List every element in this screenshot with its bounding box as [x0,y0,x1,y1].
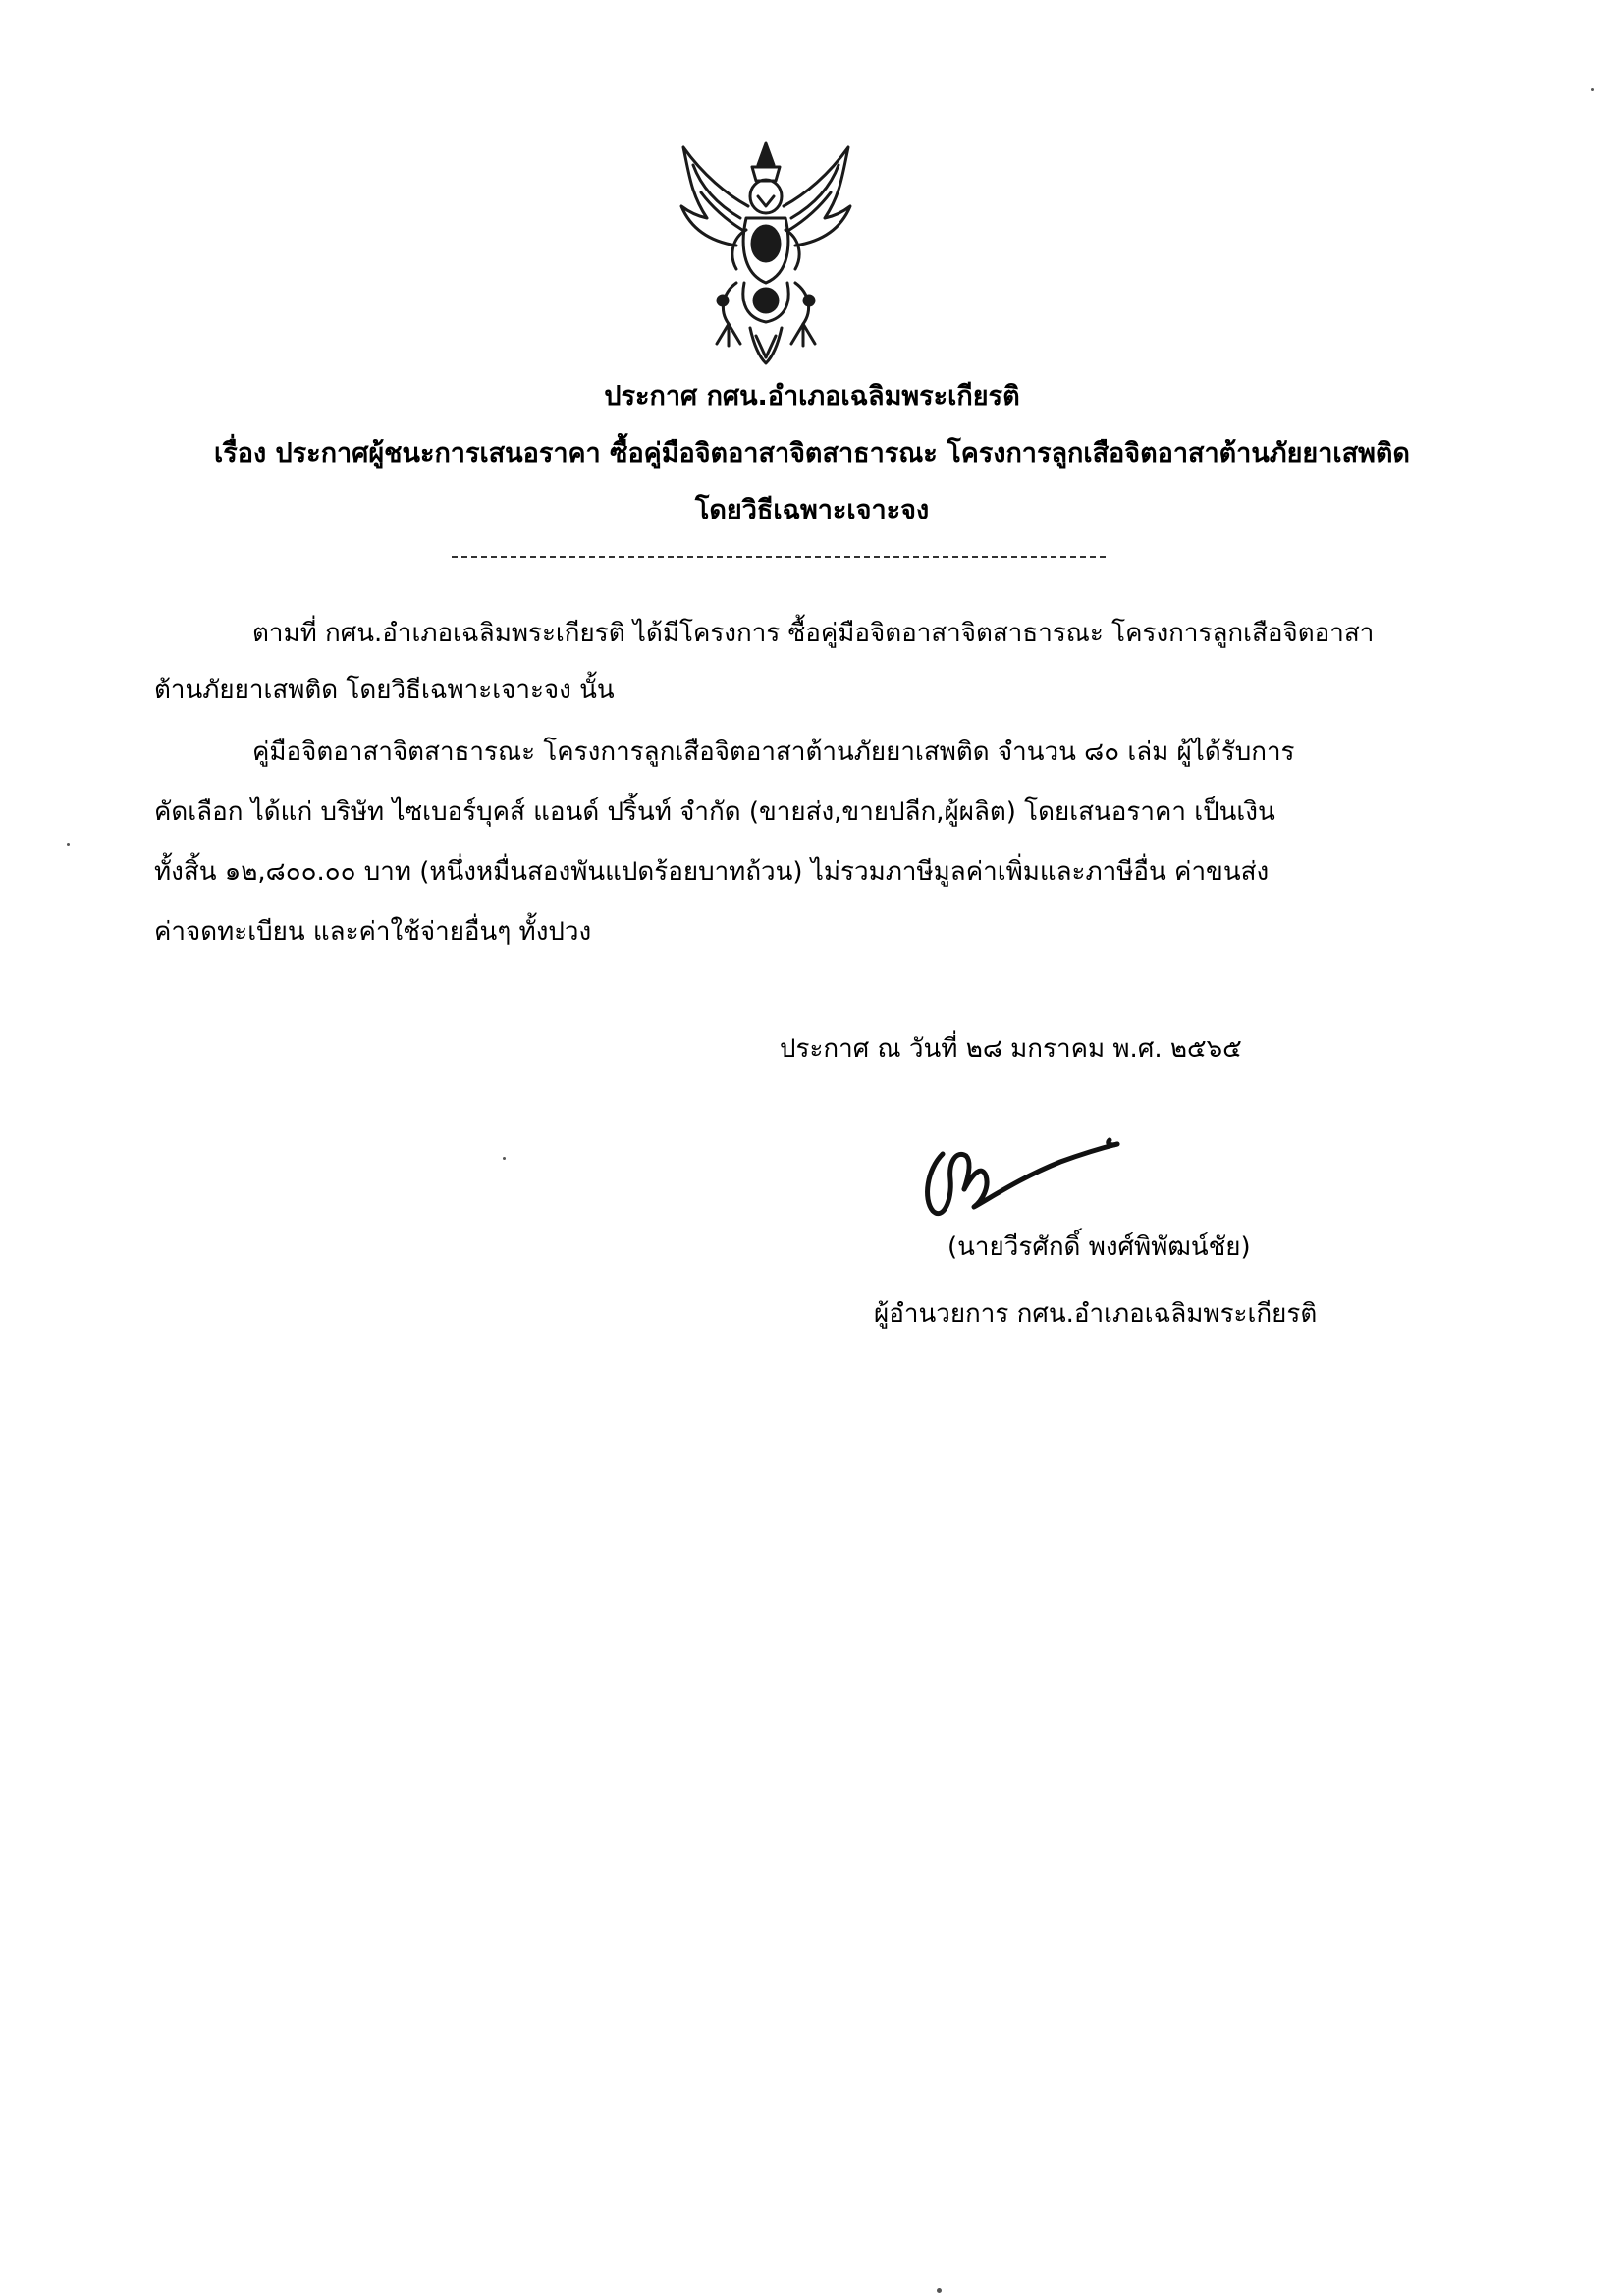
subject-line-1: เรื่อง ประกาศผู้ชนะการเสนอราคา ซื้อคู่มือจิตอาสาจิตสาธารณะ โครงการลูกเสือจิตอาสาต้านภัยยาเสพติด [214,438,1410,468]
paragraph-2-line-2: คัดเลือก ได้แก่ บริษัท ไซเบอร์บุคส์ แอนด์ ปริ้นท์ จำกัด (ขายส่ง,ขายปลีก,ผู้ผลิต) โดยเสนอราคา เป็นเงิน [154,797,1275,827]
paragraph-1-line-1: ตามที่ กศน.อำเภอเฉลิมพระเกียรติ ได้มีโครงการ ซื้อคู่มือจิตอาสาจิตสาธารณะ โครงการลูกเสือจิตอาสา [252,619,1375,648]
scan-speck [67,843,70,846]
subject-line-2: โดยวิธีเฉพาะเจาะจง [694,495,930,525]
divider [452,556,1106,558]
scan-speck [937,2288,942,2293]
paragraph-2-line-3: ทั้งสิ้น ๑๒,๘๐๐.๐๐ บาท (หนึ่งหมื่นสองพันแปดร้อยบาทถ้วน) ไม่รวมภาษีมูลค่าเพิ่มและภาษีอื่น ค่าขนส่ง [154,857,1270,887]
signer-name: (นายวีรศักดิ์ พงศ์พิพัฒน์ชัย) [947,1232,1251,1262]
paragraph-2-line-4: ค่าจดทะเบียน และค่าใช้จ่ายอื่นๆ ทั้งปวง [154,917,592,947]
scan-speck [1591,88,1594,91]
scan-speck [503,1157,506,1160]
announcement-date: ประกาศ ณ วันที่ ๒๘ มกราคม พ.ศ. ๒๕๖๕ [780,1034,1242,1064]
handwritten-signature [913,1115,1129,1232]
paragraph-1-line-2: ต้านภัยยาเสพติด โดยวิธีเฉพาะเจาะจง นั้น [154,676,615,705]
announcement-title: ประกาศ กศน.อำเภอเฉลิมพระเกียรติ [604,381,1020,411]
paragraph-2-line-1: คู่มือจิตอาสาจิตสาธารณะ โครงการลูกเสือจิตอาสาต้านภัยยาเสพติด จำนวน ๘๐ เล่ม ผู้ได้รับการ [252,738,1295,767]
signer-position: ผู้อำนวยการ กศน.อำเภอเฉลิมพระเกียรติ [874,1299,1318,1329]
garuda-emblem-icon [668,136,864,371]
